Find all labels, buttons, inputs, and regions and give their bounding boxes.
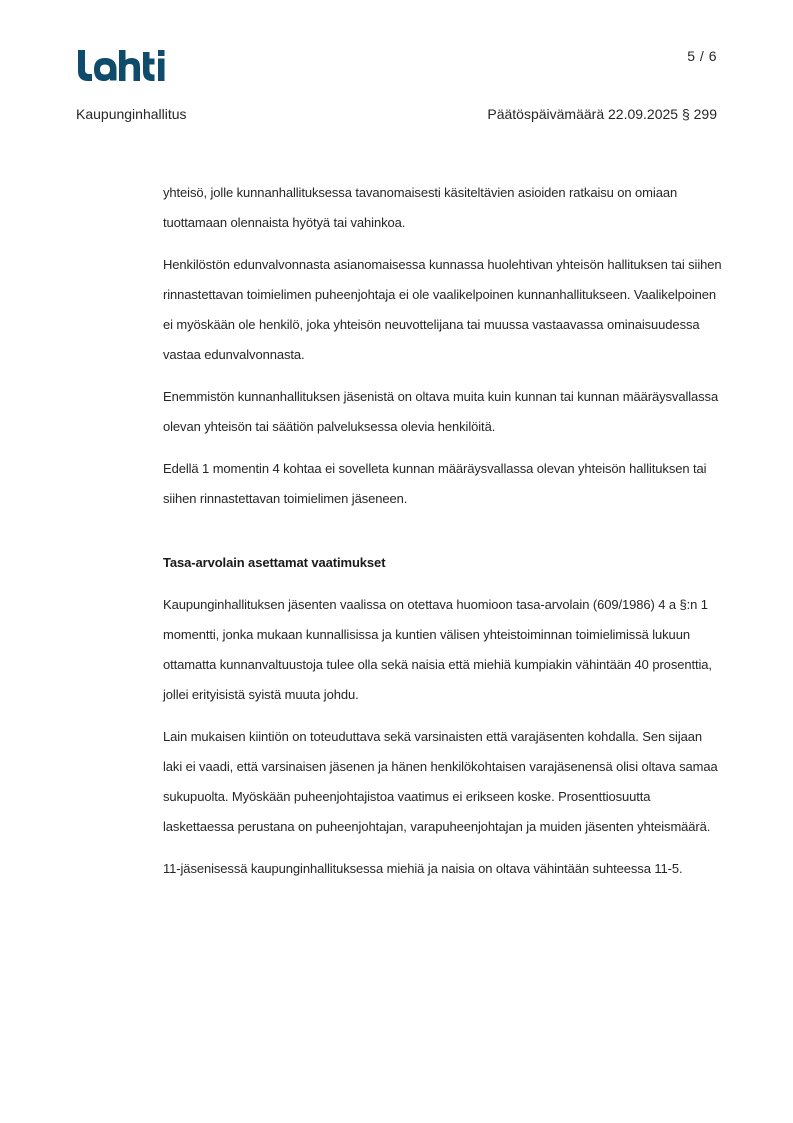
document-body [163,178,723,896]
page-number: 5 / 6 [687,48,717,64]
decision-date: Päätöspäivämäärä 22.09.2025 § 299 [487,106,717,122]
paragraph: Enemmistön kunnanhallituksen jäsenistä on oltava muita kuin kunnan tai kunnan määräysvallassa olevan yhteisön tai säätiön palveluksessa olevia henkilöitä. [163,389,719,434]
paragraph: yhteisö, jolle kunnanhallituksessa tavanomaisesti käsiteltävien asioiden ratkaisu on omiaan tuottamaan olennaista hyötyä tai vahinkoa. [163,185,678,230]
department-name: Kaupunginhallitus [76,106,187,122]
paragraph: 11-jäsenisessä kaupunginhallituksessa miehiä ja naisia on oltava vähintään suhteessa 11-5. [163,861,683,876]
paragraph: Lain mukaisen kiintiön on toteuduttava sekä varsinaisten että varajäsenten kohdalla. Sen sijaan laki ei vaadi, että varsinaisen jäsenen ja hänen henkilökohtaisen varajäsenensä olisi oltava samaa sukupuolta. Myöskään puheenjohtajistoa vaatimus ei erikseen koske. Prosenttiosuutta laskettaessa perustana on puheenjohtajan, varapuheenjohtajan ja muiden jäsenten yhteismäärä. [163,729,718,834]
paragraph: Edellä 1 momentin 4 kohtaa ei sovelleta kunnan määräysvallassa olevan yhteisön hallituksen tai siihen rinnastettavan toimielimen jäseneen. [163,461,707,506]
paragraph: Kaupunginhallituksen jäsenten vaalissa on otettava huomioon tasa-arvolain (609/1986) 4 a §:n 1 momentti, jonka mukaan kunnallisissa ja kuntien välisen yhteistoiminnan toimielimissä lukuun ottamatta kunnanvaltuustoja tulee olla sekä naisia että miehiä kumpiakin vähintään 40 prosenttia, jollei erityisistä syistä muuta johdu. [163,597,712,702]
lahti-logo-mark [76,48,168,82]
section-heading: Tasa-arvolain asettamat vaatimukset [163,555,386,570]
lahti-logo [76,48,168,82]
paragraph: Henkilöstön edunvalvonnasta asianomaisessa kunnassa huolehtivan yhteisön hallituksen tai siihen rinnastettavan toimielimen puheenjohtaja ei ole vaalikelpoinen kunnanhallitukseen. Vaalikelpoinen ei myöskään ole henkilö, joka yhteisön neuvottelijana tai muussa vastaavassa ominaisuudessa vastaa edunvalvonnasta. [163,257,722,362]
